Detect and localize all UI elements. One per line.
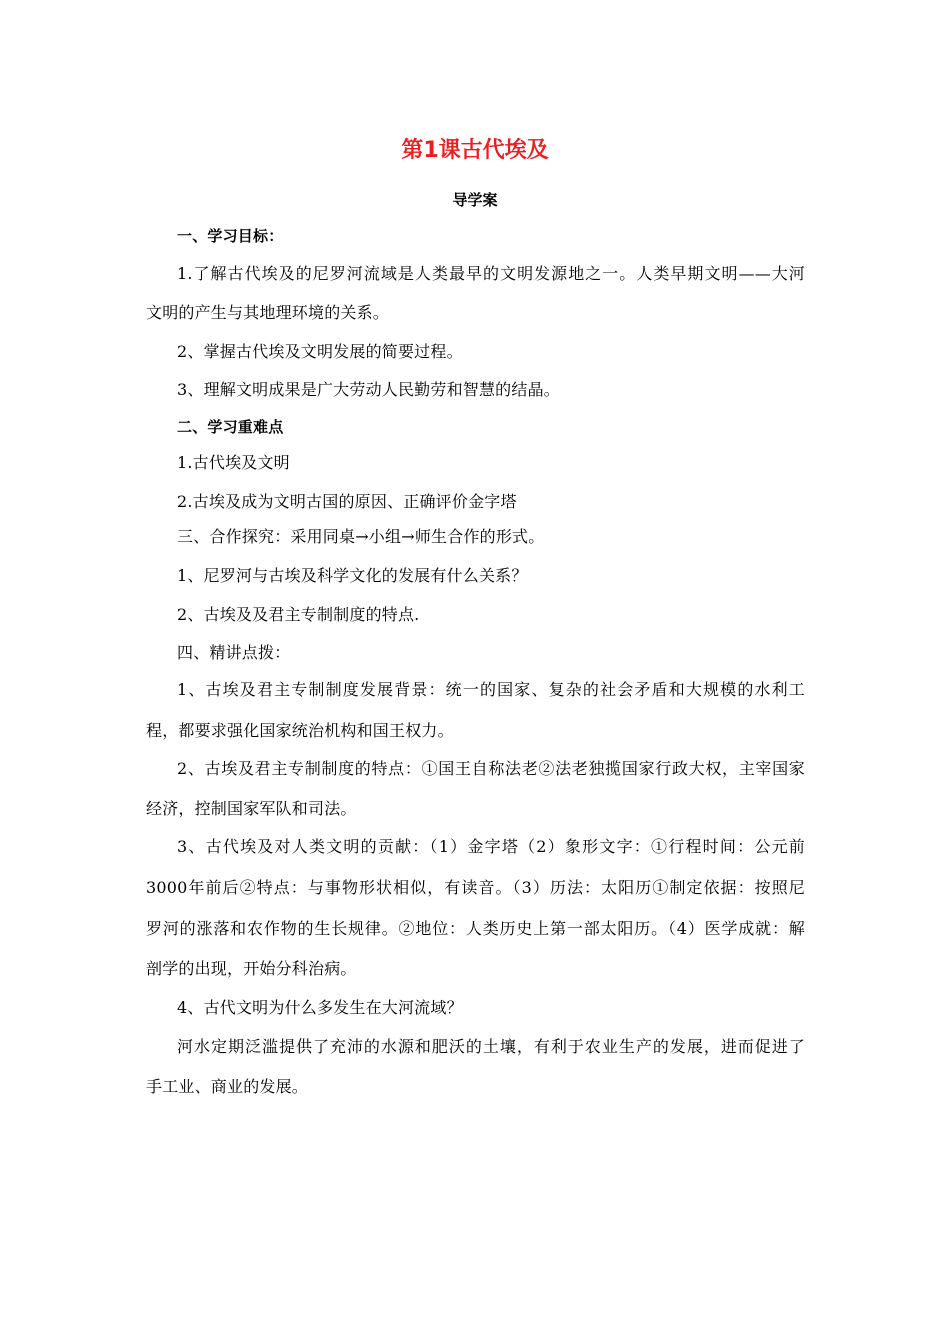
- point-3-line-4: 剖学的出现，开始分科治病。: [146, 959, 357, 978]
- section-heading-objectives: 一、学习目标：: [177, 227, 284, 245]
- objective-1-line-1: 1.了解古代埃及的尼罗河流域是人类最早的文明发源地之一。人类早期文明——大河: [177, 264, 805, 283]
- point-2-line-1: 2、古埃及君主专制制度的特点：①国王自称法老②法老独揽国家行政大权，主宰国家: [177, 759, 805, 778]
- document-title: 第1课古代埃及: [401, 138, 549, 163]
- section-heading-key-points: 二、学习重难点: [177, 418, 284, 436]
- key-point-1: 1.古代埃及文明: [177, 453, 290, 472]
- section-heading-explanation: 四、精讲点拨：: [177, 643, 291, 662]
- answer-line-2: 手工业、商业的发展。: [146, 1077, 309, 1096]
- objective-3: 3、理解文明成果是广大劳动人民勤劳和智慧的结晶。: [177, 380, 560, 399]
- objective-2: 2、掌握古代埃及文明发展的简要过程。: [177, 342, 463, 361]
- point-3-line-2: 3000年前后②特点：与事物形状相似，有读音。（3）历法：太阳历①制定依据：按照尼: [146, 878, 805, 897]
- question-2: 2、古埃及及君主专制制度的特点.: [177, 605, 420, 624]
- point-1-line-1: 1、古埃及君主专制制度发展背景：统一的国家、复杂的社会矛盾和大规模的水利工: [177, 680, 805, 699]
- point-2-line-2: 经济，控制国家军队和司法。: [146, 799, 357, 818]
- objective-1-line-2: 文明的产生与其地理环境的关系。: [146, 303, 390, 322]
- key-point-2: 2.古埃及成为文明古国的原因、正确评价金字塔: [177, 492, 517, 511]
- section-heading-cooperation: 三、合作探究：采用同桌→小组→师生合作的形式。: [177, 527, 545, 546]
- point-3-line-1: 3、古代埃及对人类文明的贡献：（1）金字塔（2）象形文字：①行程时间：公元前: [177, 837, 805, 856]
- point-3-line-3: 罗河的涨落和农作物的生长规律。②地位：人类历史上第一部太阳历。（4）医学成就：解: [146, 919, 805, 938]
- answer-line-1: 河水定期泛滥提供了充沛的水源和肥沃的土壤，有利于农业生产的发展，进而促进了: [177, 1037, 805, 1056]
- question-1: 1、尼罗河与古埃及科学文化的发展有什么关系？: [177, 566, 528, 585]
- point-4-question: 4、古代文明为什么多发生在大河流域？: [177, 998, 463, 1017]
- document-subtitle: 导学案: [452, 191, 498, 209]
- point-1-line-2: 程，都要求强化国家统治机构和国王权力。: [146, 721, 454, 740]
